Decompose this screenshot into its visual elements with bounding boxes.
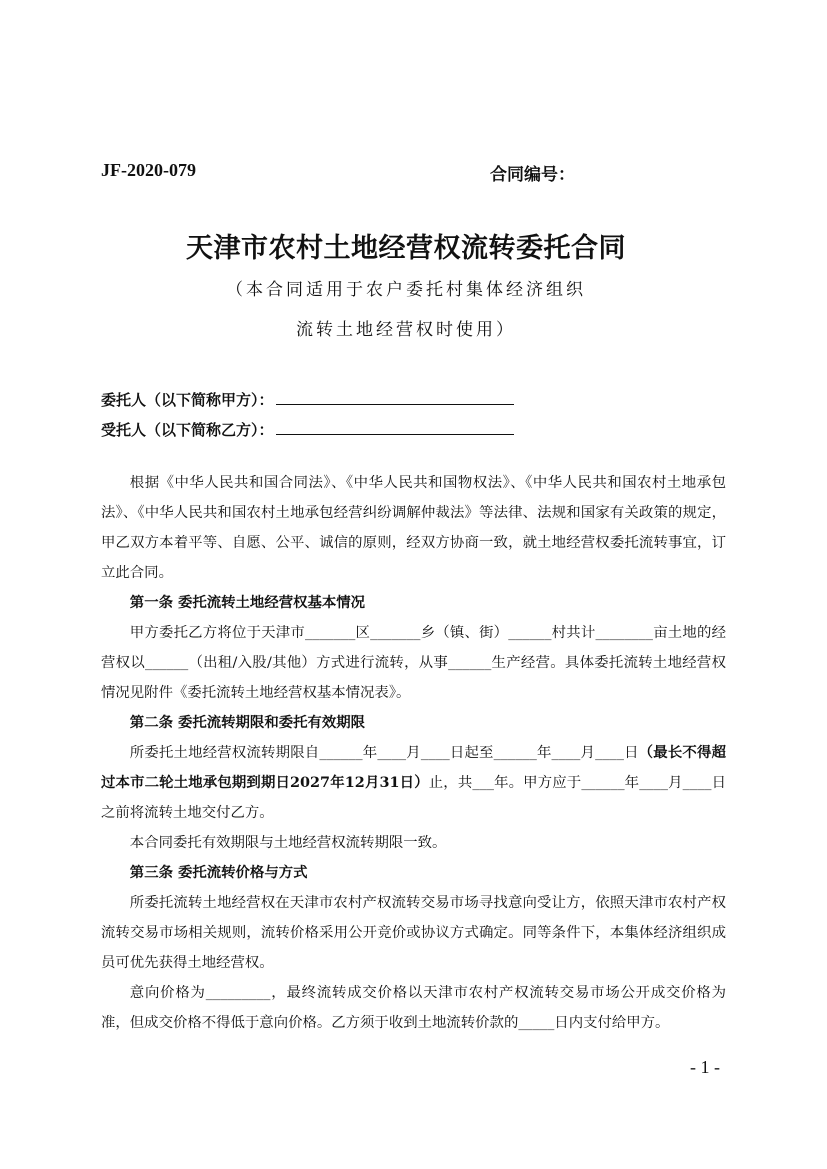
article-3-text-2: 意向价格为_________，最终流转成交价格以天津市农村产权流转交易市场公开成交价格为准，但成交价格不得低于意向价格。乙方须于收到土地流转价款的_____日内支付给甲方。	[101, 985, 726, 1031]
article-2-text-c: 止，共___年。甲方应于______年____月____日之前将流转土地交付乙方。	[101, 775, 727, 821]
party-b-label: 受托人（以下简称乙方）：	[101, 421, 274, 439]
party-b-row	[101, 419, 514, 440]
party-a-label: 委托人（以下简称甲方）：	[101, 391, 274, 409]
intro-paragraph: 根据《中华人民共和国合同法》、《中华人民共和国物权法》、《中华人民共和国农村土地承包法》、《中华人民共和国农村土地承包经营纠纷调解仲裁法》等法律、法规和国家有关政策的规定，甲乙双方本着平等、自愿、公平、诚信的原则，经双方协商一致，就土地经营权委托流转事宜，订立此合同。	[101, 475, 726, 581]
article-1-text: 甲方委托乙方将位于天津市_______区_______乡（镇、街）______村共计________亩土地的经营权以______（出租/入股/其他）方式进行流转，从事______生产经营。具体委托流转土地经营权情况见附件《委托流转土地经营权基本情况表》。	[101, 625, 726, 701]
page-number: - 1 -	[690, 1057, 720, 1077]
article-2-text-2: 本合同委托有效期限与土地经营权流转期限一致。	[129, 835, 447, 851]
subtitle-line-2: 流转土地经营权时使用）	[296, 320, 516, 340]
article-3-heading: 第三条 委托流转价格与方式	[129, 864, 308, 881]
contract-body	[101, 468, 726, 1038]
party-b-blank	[276, 420, 514, 435]
article-2-text	[101, 738, 726, 828]
article-2-text-bold: （最长不得超过本市二轮土地承包期到期日2027年12月31日）	[101, 744, 726, 791]
article-1-heading: 第一条 委托流转土地经营权基本情况	[129, 594, 366, 611]
article-3-text-1: 所委托流转土地经营权在天津市农村产权流转交易市场寻找意向受让方，依照天津市农村产权流转交易市场相关规则，流转价格采用公开竞价或协议方式确定。同等条件下，本集体经济组织成员可优先获得土地经营权。	[101, 895, 726, 971]
contract-number-label: 合同编号：	[490, 165, 575, 185]
party-a-blank	[276, 390, 514, 405]
document-code: JF-2020-079	[101, 160, 196, 180]
article-2-heading: 第二条 委托流转期限和委托有效期限	[129, 714, 366, 731]
party-a-row	[101, 389, 514, 410]
subtitle-line-1: （本合同适用于农户委托村集体经济组织	[226, 280, 586, 300]
page-title: 天津市农村土地经营权流转委托合同	[186, 233, 626, 264]
article-2-text-a: 所委托土地经营权流转期限自______年____月____日起至______年____月____日	[129, 745, 639, 761]
